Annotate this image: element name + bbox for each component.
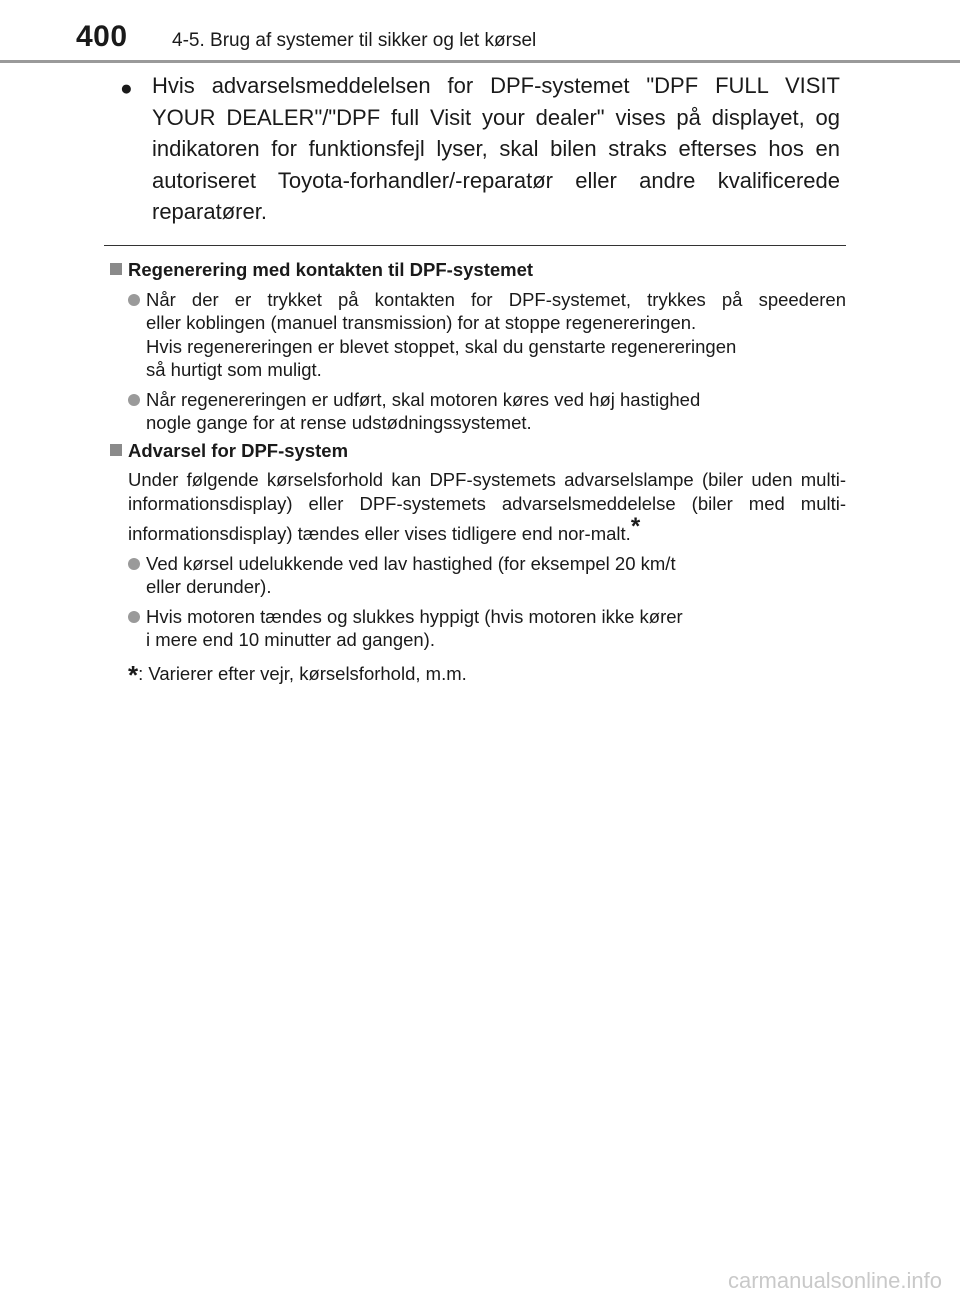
item-line: i mere end 10 minutter ad gangen). <box>146 629 435 650</box>
heading-text: Regenerering med kontakten til DPF-systemet <box>128 259 534 280</box>
item-line: eller koblingen (manuel transmission) for at stoppe regenereringen. <box>146 312 697 333</box>
item-line: nogle gange for at rense udstødningssystemet. <box>146 412 532 433</box>
square-bullet-icon <box>110 263 122 275</box>
section-title: 4-5. Brug af systemer til sikker og let kørsel <box>172 30 537 51</box>
footnote-asterisk: * <box>128 659 139 690</box>
item-line: Hvis motoren tændes og slukkes hyppigt (hvis motoren ikke kører <box>146 605 683 627</box>
item-line: Ved kørsel udelukkende ved lav hastighed (for eksempel 20 km/t <box>146 552 676 574</box>
footnote <box>110 659 846 690</box>
section-divider <box>104 245 846 246</box>
main-content <box>110 258 846 690</box>
round-bullet-icon <box>128 294 140 306</box>
watermark: carmanualsonline.info <box>727 1268 942 1293</box>
round-bullet-icon <box>128 394 140 406</box>
list-item <box>110 388 846 435</box>
paragraph-text: Under følgende kørselsforhold kan DPF-systemets advarselslampe (biler uden multi-informationsdisplay) eller DPF-systemets advarselsmeddelelse (biler med multi-informationsdisplay) tændes eller vises tidligere end nor-malt. <box>128 469 846 544</box>
round-bullet-icon <box>128 558 140 570</box>
section-heading-regeneration <box>110 258 846 282</box>
bullet-icon: ● <box>120 77 133 100</box>
asterisk-marker: * <box>630 513 641 540</box>
page-header <box>0 0 960 62</box>
footnote-text: : Varierer efter vejr, kørselsforhold, m.m. <box>138 662 467 684</box>
heading-text: Advarsel for DPF-system <box>128 439 349 461</box>
item-line: så hurtigt som muligt. <box>146 359 322 380</box>
intro-text: Hvis advarselsmeddelelsen for DPF-systemet "DPF FULL VISIT YOUR DEALER"/"DPF full Visit your dealer" vises på displayet, og indikatoren for funktionsfejl lyser, skal bilen straks efterses hos en autoriseret Toyota-forhandler/-reparatør eller andre kvalificerede reparatører. <box>152 73 840 224</box>
item-line: Når regenereringen er udført, skal motoren køres ved høj hastighed <box>146 388 701 410</box>
intro-note <box>120 70 840 228</box>
warning-paragraph <box>110 468 846 546</box>
list-item <box>110 288 846 382</box>
item-line: Hvis regenereringen er blevet stoppet, skal du genstarte regenereringen <box>146 335 737 357</box>
round-bullet-icon <box>128 611 140 623</box>
header-rule <box>0 60 960 63</box>
page-number: 400 <box>76 20 128 53</box>
section-heading-warning <box>110 439 846 463</box>
square-bullet-icon <box>110 444 122 456</box>
list-item <box>110 605 846 652</box>
list-item <box>110 552 846 599</box>
item-line: Når der er trykket på kontakten for DPF-systemet, trykkes på speederen <box>146 288 846 310</box>
item-line: eller derunder). <box>146 576 272 597</box>
